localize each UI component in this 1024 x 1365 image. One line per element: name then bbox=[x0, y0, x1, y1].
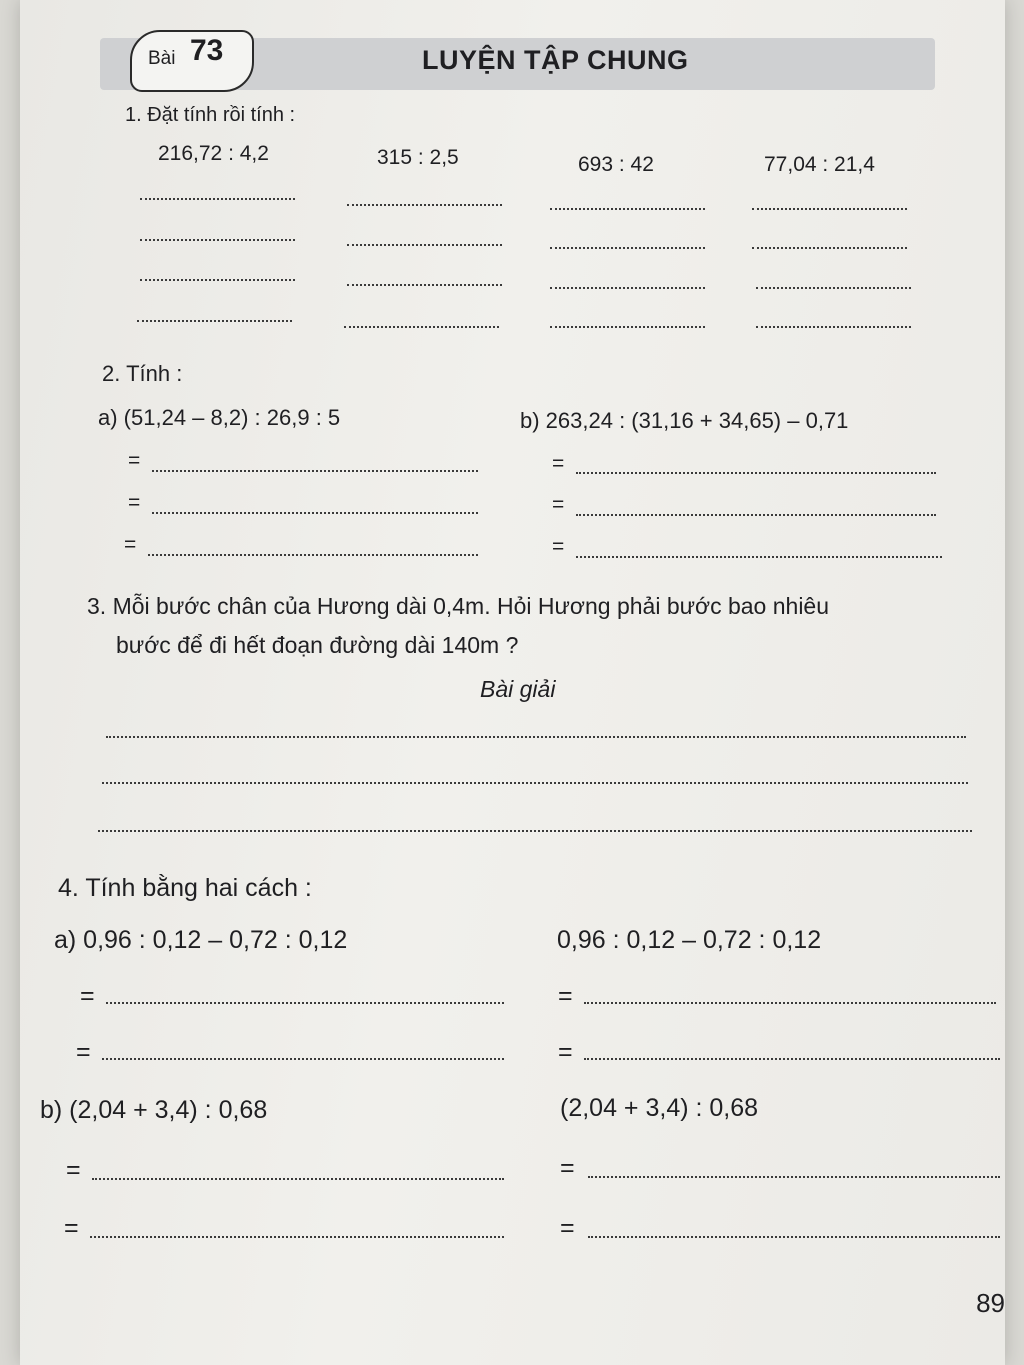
equals-sign: = bbox=[128, 449, 141, 472]
ex4-part-a-right: 0,96 : 0,12 – 0,72 : 0,12 bbox=[557, 926, 822, 954]
equals-sign: = bbox=[124, 533, 137, 556]
workbook-page bbox=[20, 0, 1005, 1365]
equals-sign: = bbox=[560, 1154, 575, 1182]
equals-sign: = bbox=[558, 982, 573, 1010]
ex4-heading: 4. Tính bằng hai cách : bbox=[58, 874, 312, 902]
equals-sign: = bbox=[66, 1156, 81, 1184]
answer-line[interactable] bbox=[347, 204, 502, 206]
answer-line[interactable] bbox=[90, 1236, 504, 1238]
equals-sign: = bbox=[558, 1038, 573, 1066]
equals-sign: = bbox=[64, 1214, 79, 1242]
answer-line[interactable] bbox=[148, 554, 478, 556]
page-number: 89 bbox=[976, 1288, 1005, 1318]
equals-sign: = bbox=[80, 982, 95, 1010]
answer-line[interactable] bbox=[102, 1058, 504, 1060]
answer-line[interactable] bbox=[756, 287, 911, 289]
solution-label: Bài giải bbox=[480, 676, 556, 702]
equals-sign: = bbox=[560, 1214, 575, 1242]
page-title: LUYỆN TẬP CHUNG bbox=[422, 45, 689, 75]
ex2-part-a: a) (51,24 – 8,2) : 26,9 : 5 bbox=[98, 405, 341, 430]
lesson-word: Bài bbox=[148, 48, 176, 69]
answer-line[interactable] bbox=[347, 244, 502, 246]
ex4-part-b-left: b) (2,04 + 3,4) : 0,68 bbox=[40, 1096, 268, 1124]
ex1-item: 315 : 2,5 bbox=[377, 146, 459, 169]
answer-line[interactable] bbox=[140, 239, 295, 241]
ex1-item: 77,04 : 21,4 bbox=[764, 153, 875, 176]
answer-line[interactable] bbox=[152, 470, 478, 472]
ex1-item: 693 : 42 bbox=[578, 153, 654, 176]
equals-sign: = bbox=[552, 452, 565, 475]
answer-line[interactable] bbox=[137, 320, 292, 322]
answer-line[interactable] bbox=[347, 284, 502, 286]
answer-line[interactable] bbox=[106, 1002, 504, 1004]
answer-line[interactable] bbox=[102, 782, 968, 784]
ex1-item: 216,72 : 4,2 bbox=[158, 142, 269, 165]
answer-line[interactable] bbox=[576, 556, 942, 558]
ex2-part-b: b) 263,24 : (31,16 + 34,65) – 0,71 bbox=[520, 408, 849, 433]
answer-line[interactable] bbox=[344, 326, 499, 328]
equals-sign: = bbox=[76, 1038, 91, 1066]
ex1-heading: 1. Đặt tính rồi tính : bbox=[125, 104, 296, 126]
answer-line[interactable] bbox=[588, 1236, 1000, 1238]
answer-line[interactable] bbox=[752, 208, 907, 210]
equals-sign: = bbox=[552, 493, 565, 516]
answer-line[interactable] bbox=[550, 208, 705, 210]
answer-line[interactable] bbox=[140, 198, 295, 200]
answer-line[interactable] bbox=[550, 287, 705, 289]
ex3-problem-line-2: bước để đi hết đoạn đường dài 140m ? bbox=[116, 632, 519, 658]
equals-sign: = bbox=[128, 491, 141, 514]
equals-sign: = bbox=[552, 535, 565, 558]
ex4-part-b-right: (2,04 + 3,4) : 0,68 bbox=[560, 1094, 759, 1122]
ex3-problem-line-1: 3. Mỗi bước chân của Hương dài 0,4m. Hỏi Hương phải bước bao nhiêu bbox=[87, 593, 830, 619]
answer-line[interactable] bbox=[584, 1002, 996, 1004]
ex2-heading: 2. Tính : bbox=[102, 361, 183, 386]
answer-line[interactable] bbox=[140, 279, 295, 281]
answer-line[interactable] bbox=[576, 472, 936, 474]
answer-line[interactable] bbox=[98, 830, 972, 832]
answer-line[interactable] bbox=[106, 736, 966, 738]
answer-line[interactable] bbox=[550, 247, 705, 249]
answer-line[interactable] bbox=[550, 326, 705, 328]
answer-line[interactable] bbox=[576, 514, 936, 516]
answer-line[interactable] bbox=[152, 512, 478, 514]
ex4-part-a-left: a) 0,96 : 0,12 – 0,72 : 0,12 bbox=[54, 926, 348, 954]
lesson-number: 73 bbox=[190, 34, 224, 67]
answer-line[interactable] bbox=[92, 1178, 504, 1180]
answer-line[interactable] bbox=[756, 326, 911, 328]
answer-line[interactable] bbox=[752, 247, 907, 249]
answer-line[interactable] bbox=[584, 1058, 1000, 1060]
answer-line[interactable] bbox=[588, 1176, 1000, 1178]
